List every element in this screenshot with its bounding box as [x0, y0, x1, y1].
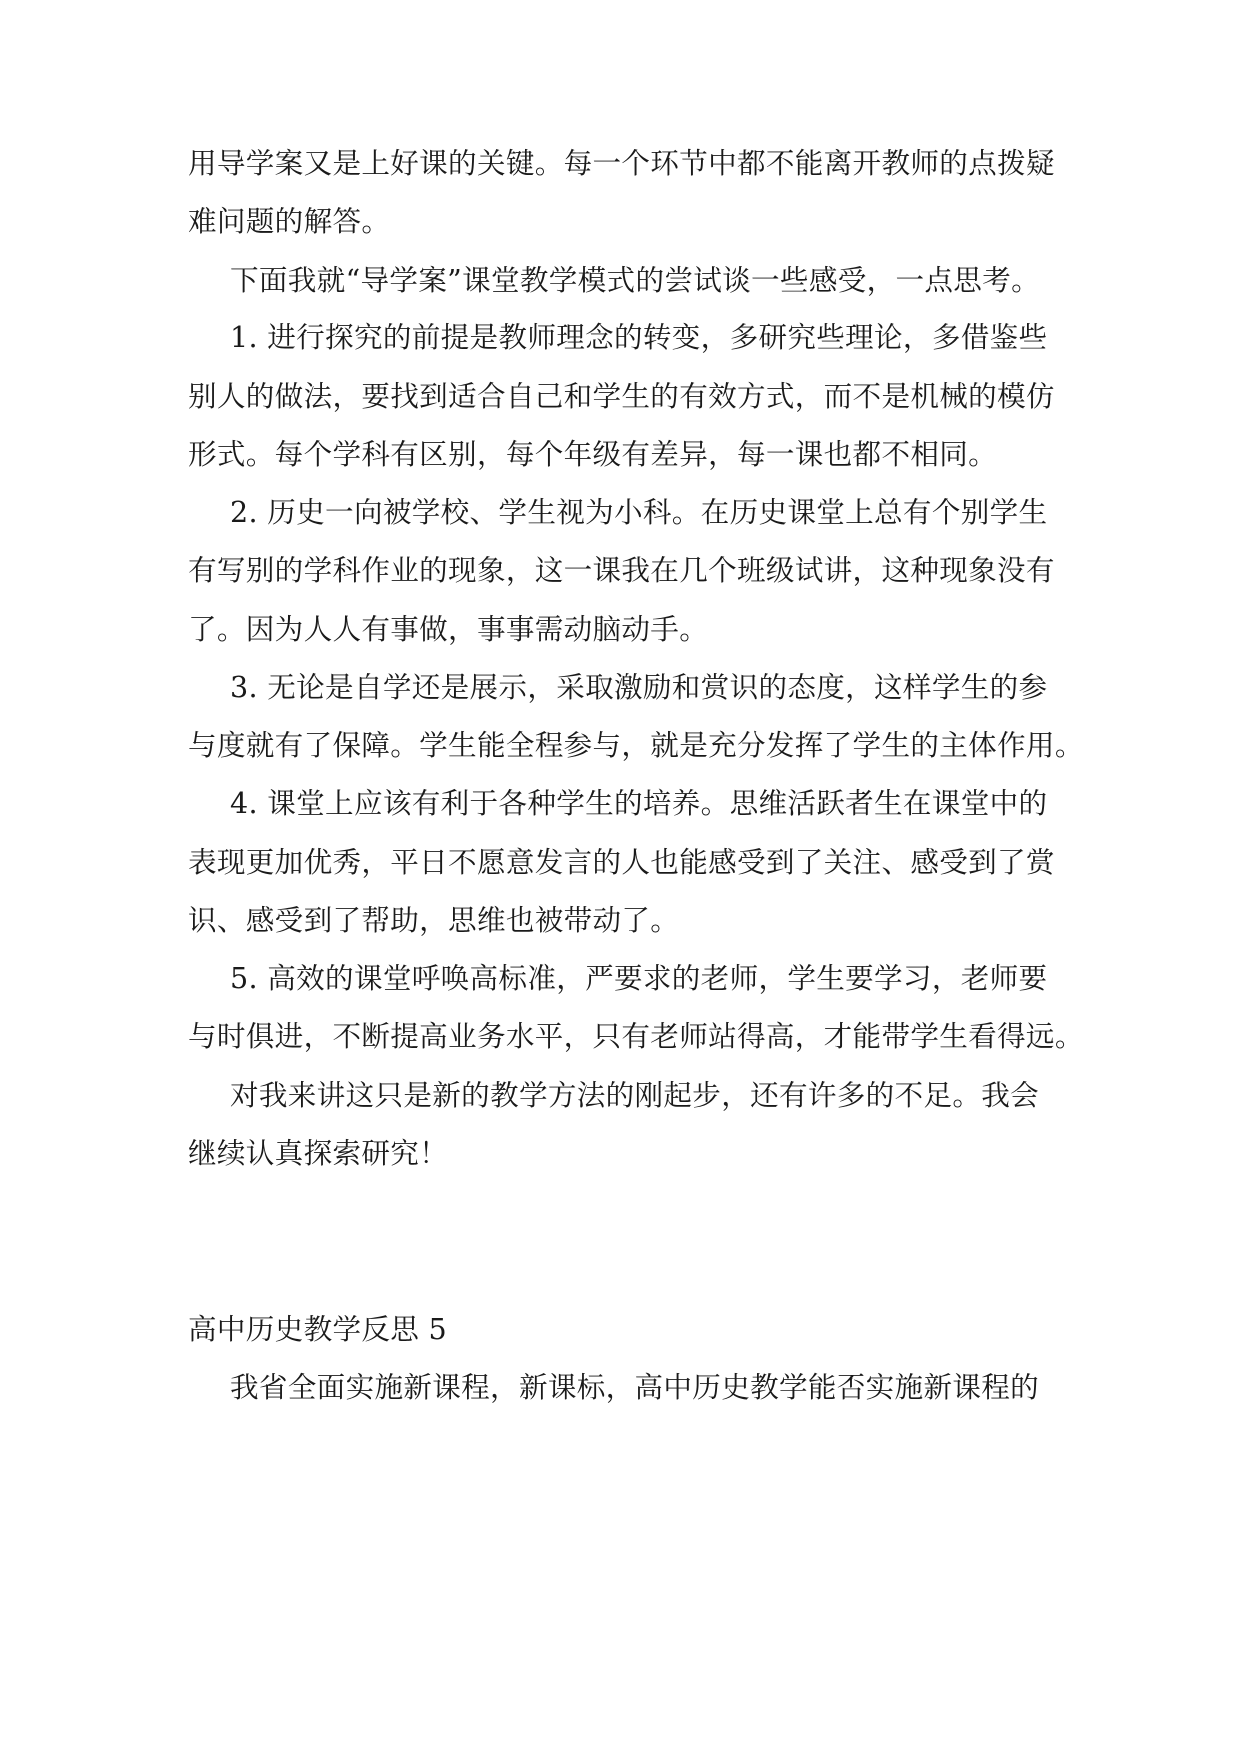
list-item-5-line: 与时俱进，不断提高业务水平，只有老师站得高，才能带学生看得远。 [188, 1019, 1084, 1053]
list-item-2-line: 2. 历史一向被学校、学生视为小科。在历史课堂上总有个别学生 [230, 495, 1048, 529]
list-item-3-line: 与度就有了保障。学生能全程参与，就是充分发挥了学生的主体作用。 [188, 728, 1084, 762]
paragraph-line: 用导学案又是上好课的关键。每一个环节中都不能离开教师的点拨疑 [188, 146, 1055, 180]
paragraph-line: 难问题的解答。 [188, 204, 391, 238]
paragraph-line: 继续认真探索研究！ [188, 1136, 449, 1170]
list-item-4-line: 表现更加优秀，平日不愿意发言的人也能感受到了关注、感受到了赏 [188, 845, 1055, 879]
paragraph-line: 下面我就“导学案”课堂教学模式的尝试谈一些感受，一点思考。 [230, 263, 1040, 297]
list-item-2-line: 有写别的学科作业的现象，这一课我在几个班级试讲，这种现象没有 [188, 553, 1055, 587]
list-item-3-line: 3. 无论是自学还是展示，采取激励和赏识的态度，这样学生的参 [230, 670, 1048, 704]
list-item-1-line: 1. 进行探究的前提是教师理念的转变，多研究些理论，多借鉴些 [230, 320, 1048, 354]
list-item-5-line: 5. 高效的课堂呼唤高标准，严要求的老师，学生要学习，老师要 [230, 961, 1048, 995]
list-item-4-line: 识、感受到了帮助，思维也被带动了。 [188, 903, 680, 937]
paragraph-line: 对我来讲这只是新的教学方法的刚起步，还有许多的不足。我会 [230, 1078, 1040, 1112]
list-item-1-line: 别人的做法，要找到适合自己和学生的有效方式，而不是机械的模仿 [188, 379, 1055, 413]
paragraph-line: 我省全面实施新课程，新课标，高中历史教学能否实施新课程的 [230, 1370, 1040, 1404]
list-item-2-line: 了。因为人人有事做，事事需动脑动手。 [188, 612, 709, 646]
list-item-1-line: 形式。每个学科有区别，每个年级有差异，每一课也都不相同。 [188, 437, 998, 471]
list-item-4-line: 4. 课堂上应该有利于各种学生的培养。思维活跃者生在课堂中的 [230, 786, 1048, 820]
section-title: 高中历史教学反思 5 [188, 1312, 448, 1346]
